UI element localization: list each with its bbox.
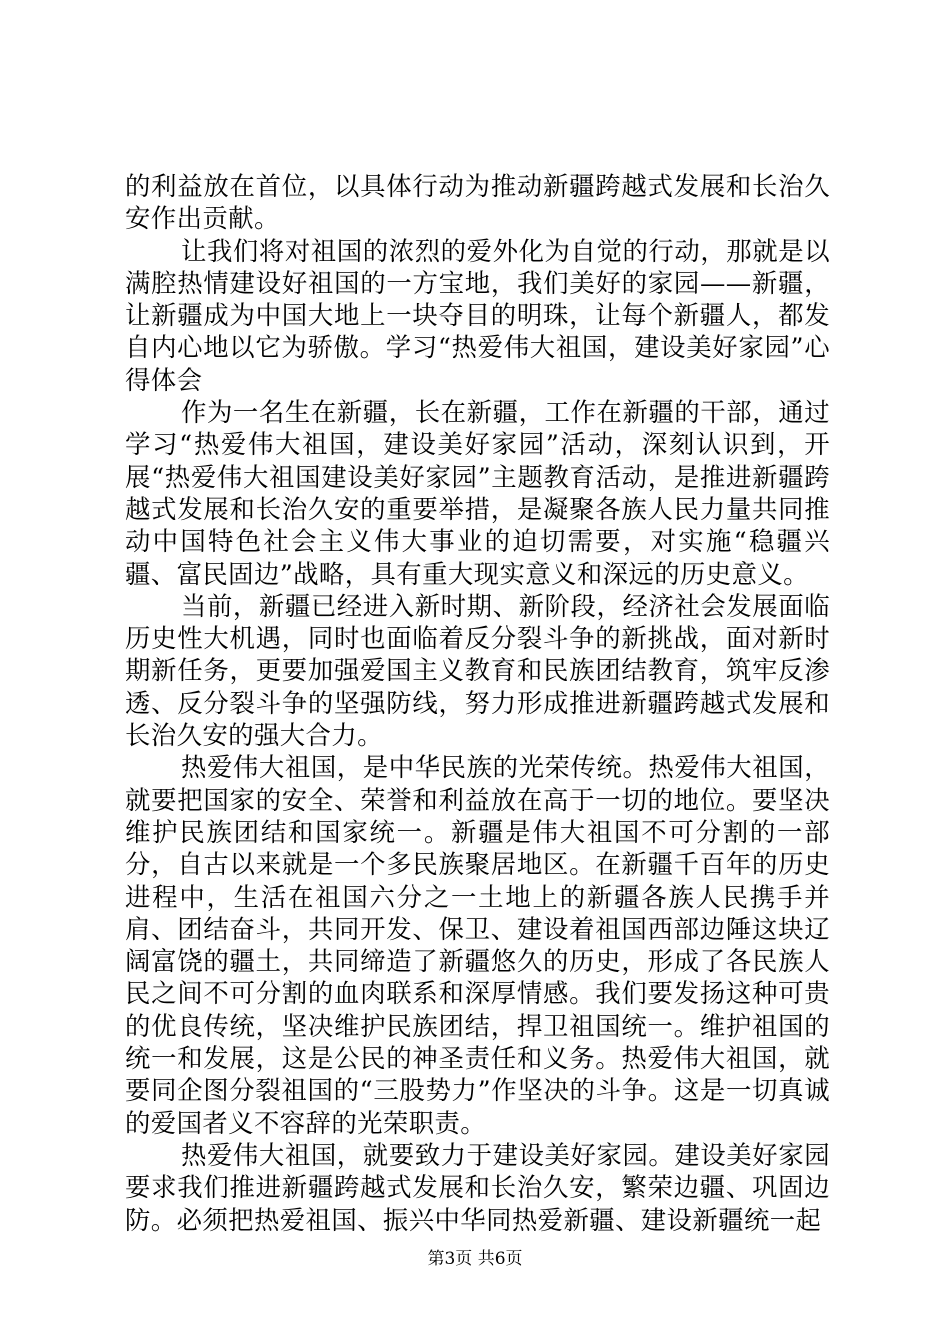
document-body	[125, 170, 830, 1236]
page-number-label: 第3页 共6页	[427, 1249, 523, 1269]
paragraph-5: 热爱伟大祖国，是中华民族的光荣传统。热爱伟大祖国，就要把国家的安全、荣誉和利益放在高于一切的地位。要坚决维护民族团结和国家统一。新疆是伟大祖国不可分割的一部分，自古以来就是一个多民族聚居地区。在新疆千百年的历史进程中，生活在祖国六分之一土地上的新疆各族人民携手并肩、团结奋斗，共同开发、保卫、建设着祖国西部边陲这块辽阔富饶的疆土，共同缔造了新疆悠久的历史，形成了各民族人民之间不可分割的血肉联系和深厚情感。我们要发扬这种可贵的优良传统，坚决维护民族团结，捍卫祖国统一。维护祖国的统一和发展，这是公民的神圣责任和义务。热爱伟大祖国，就要同企图分裂祖国的“三股势力”作坚决的斗争。这是一切真诚的爱国者义不容辞的光荣职责。	[125, 752, 830, 1138]
paragraph-6: 热爱伟大祖国，就要致力于建设美好家园。建设美好家园要求我们推进新疆跨越式发展和长治久安，繁荣边疆、巩固边防。必须把热爱祖国、振兴中华同热爱新疆、建设新疆统一起	[125, 1139, 830, 1235]
paragraph-4: 当前，新疆已经进入新时期、新阶段，经济社会发展面临历史性大机遇，同时也面临着反分裂斗争的新挑战，面对新时期新任务，更要加强爱国主义教育和民族团结教育，筑牢反渗透、反分裂斗争的坚强防线，努力形成推进新疆跨越式发展和长治久安的强大合力。	[125, 590, 830, 751]
paragraph-3: 作为一名生在新疆，长在新疆，工作在新疆的干部，通过学习“热爱伟大祖国，建设美好家园”活动，深刻认识到，开展“热爱伟大祖国建设美好家园”主题教育活动，是推进新疆跨越式发展和长治久安的重要举措，是凝聚各族人民力量共同推动中国特色社会主义伟大事业的迫切需要，对实施“稳疆兴疆、富民固边”战略，具有重大现实意义和深远的历史意义。	[125, 397, 830, 589]
paragraph-1: 的利益放在首位，以具体行动为推动新疆跨越式发展和长治久安作出贡献。	[125, 171, 830, 234]
paragraph-2: 让我们将对祖国的浓烈的爱外化为自觉的行动，那就是以满腔热情建设好祖国的一方宝地，我们美好的家园——新疆，让新疆成为中国大地上一块夺目的明珠，让每个新疆人，都发自内心地以它为骄傲。学习“热爱伟大祖国，建设美好家园”心得体会	[125, 235, 830, 395]
page-footer	[0, 1244, 950, 1269]
